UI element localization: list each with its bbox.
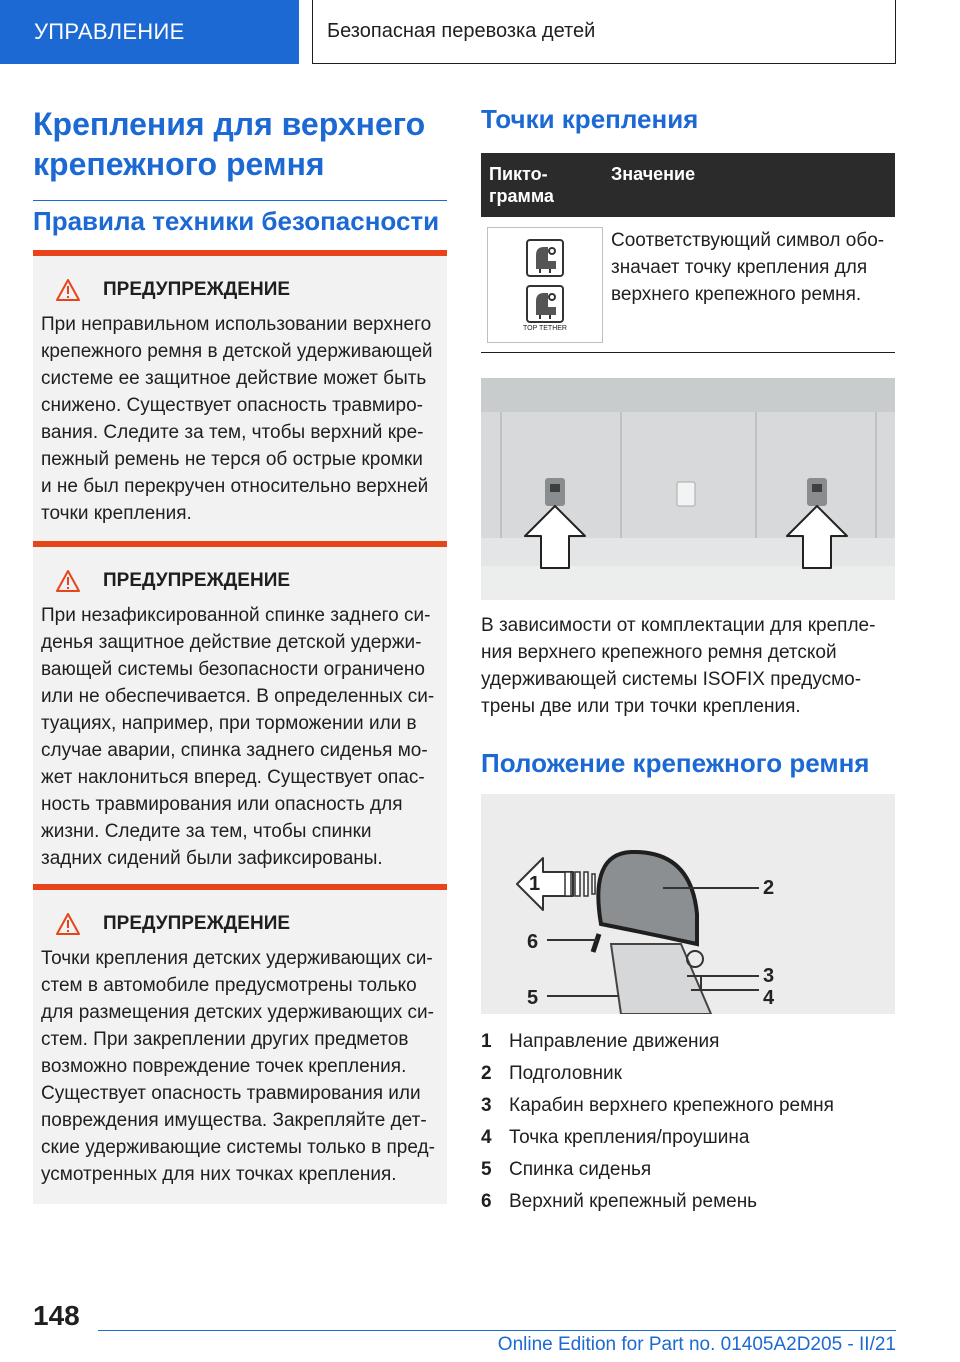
legend-number: 1 (481, 1031, 492, 1052)
column-header-meaning: Значение (611, 164, 696, 184)
warning-label: ПРЕДУПРЕЖДЕНИЕ (103, 279, 291, 300)
tether-strap-diagram (481, 794, 895, 1014)
legend-number: 2 (481, 1063, 492, 1084)
anchor-points-photo (481, 378, 895, 600)
legend-text: Точка крепления/проушина (509, 1127, 750, 1148)
callout-3: 3 (763, 965, 775, 987)
warning-box-1 (33, 250, 447, 543)
legend-text: Верхний крепежный ремень (509, 1191, 758, 1212)
legend-number: 5 (481, 1159, 492, 1180)
page-number: 148 (33, 1300, 80, 1331)
anchor-points-paragraph: В зависимости от комплектации для крепле-ния верхнего крепежного ремня детской удерживающей системы ISOFIX предусмо-трены две или три точки крепления. (481, 615, 876, 717)
picto-caption: TOP TETHER (523, 324, 567, 332)
legend-number: 6 (481, 1191, 492, 1212)
callout-2: 2 (763, 877, 775, 899)
table-header (481, 153, 895, 217)
legend-text: Карабин верхнего крепежного ремня (509, 1095, 834, 1116)
top-tether-icon (526, 285, 564, 323)
diagram-legend (481, 1026, 895, 1218)
warning-text: При неправильном использовании верхнего крепежного ремня в детской удерживающей системе ее защитное действие может быть снижено. Существует опасность травмиро-вания. Следите за тем, чтобы верхний кре-пежный ремень не терся об острые кромки и не был перекручен относительно верхней точки крепления. (41, 314, 433, 524)
list-item (481, 1186, 895, 1218)
callout-4: 4 (763, 987, 775, 1009)
list-item (481, 1090, 895, 1122)
warning-label: ПРЕДУПРЕЖДЕНИЕ (103, 913, 291, 934)
list-item (481, 1058, 895, 1090)
chapter-title: Безопасная перевозка детей (312, 0, 896, 64)
table-row (481, 217, 895, 353)
top-tether-pictogram (487, 227, 603, 343)
warning-icon (55, 278, 81, 302)
legend-text: Направление движения (509, 1031, 720, 1052)
list-item (481, 1122, 895, 1154)
list-item (481, 1154, 895, 1186)
list-item (481, 1026, 895, 1058)
legend-number: 4 (481, 1127, 492, 1148)
strap-position-title: Положение крепежного ремня (481, 748, 870, 778)
callout-6: 6 (527, 931, 539, 953)
page-title: Крепления для верхнего крепежного ремня (33, 104, 447, 201)
column-header-pictogram: Пикто-грамма (489, 164, 554, 206)
edition-link[interactable]: Online Edition for Part no. 01405A2D205 - II/21 (497, 1334, 896, 1355)
warning-box-2 (33, 541, 447, 888)
pictogram-table (481, 153, 895, 353)
child-seat-anchor-icon (526, 239, 564, 277)
warning-box-3 (33, 884, 447, 1204)
callout-5: 5 (527, 987, 539, 1009)
anchor-points-title: Точки крепления (481, 104, 699, 134)
warning-label: ПРЕДУПРЕЖДЕНИЕ (103, 570, 291, 591)
warning-icon (55, 569, 81, 593)
warning-text: При незафиксированной спинке заднего си-денья защитное действие детской удержи-вающей системы безопасности ограничено или не обеспечивается. В определенных си-туациях, например, при торможении или в случае аварии, спинка заднего сиденья мо-жет наклониться вперед. Существует опас-ность травмирования или опасность для жизни. Следите за тем, чтобы спинки задних сидений были зафиксированы. (41, 605, 435, 869)
table-cell-meaning: Соответствующий символ обо-значает точку крепления для верхнего крепежного ремня. (611, 230, 885, 305)
warning-text: Точки крепления детских удерживающих си-стем в автомобиле предусмотрены только для размещения детских удерживающих си-стем. При закреплении других предметов возможно повреждение точек крепления. Существует опасность травмирования или повреждения имущества. Закрепляйте дет-ские удерживающие системы только в пред-усмотренных для них точках крепления. (41, 948, 435, 1185)
legend-number: 3 (481, 1095, 492, 1116)
legend-text: Спинка сиденья (509, 1159, 652, 1180)
section-tab[interactable]: УПРАВЛЕНИЕ (0, 0, 299, 64)
legend-text: Подголовник (509, 1063, 622, 1084)
safety-subtitle: Правила техники безопасности (33, 206, 440, 236)
warning-icon (55, 912, 81, 936)
callout-1: 1 (529, 873, 541, 895)
footer-divider (98, 1330, 896, 1331)
